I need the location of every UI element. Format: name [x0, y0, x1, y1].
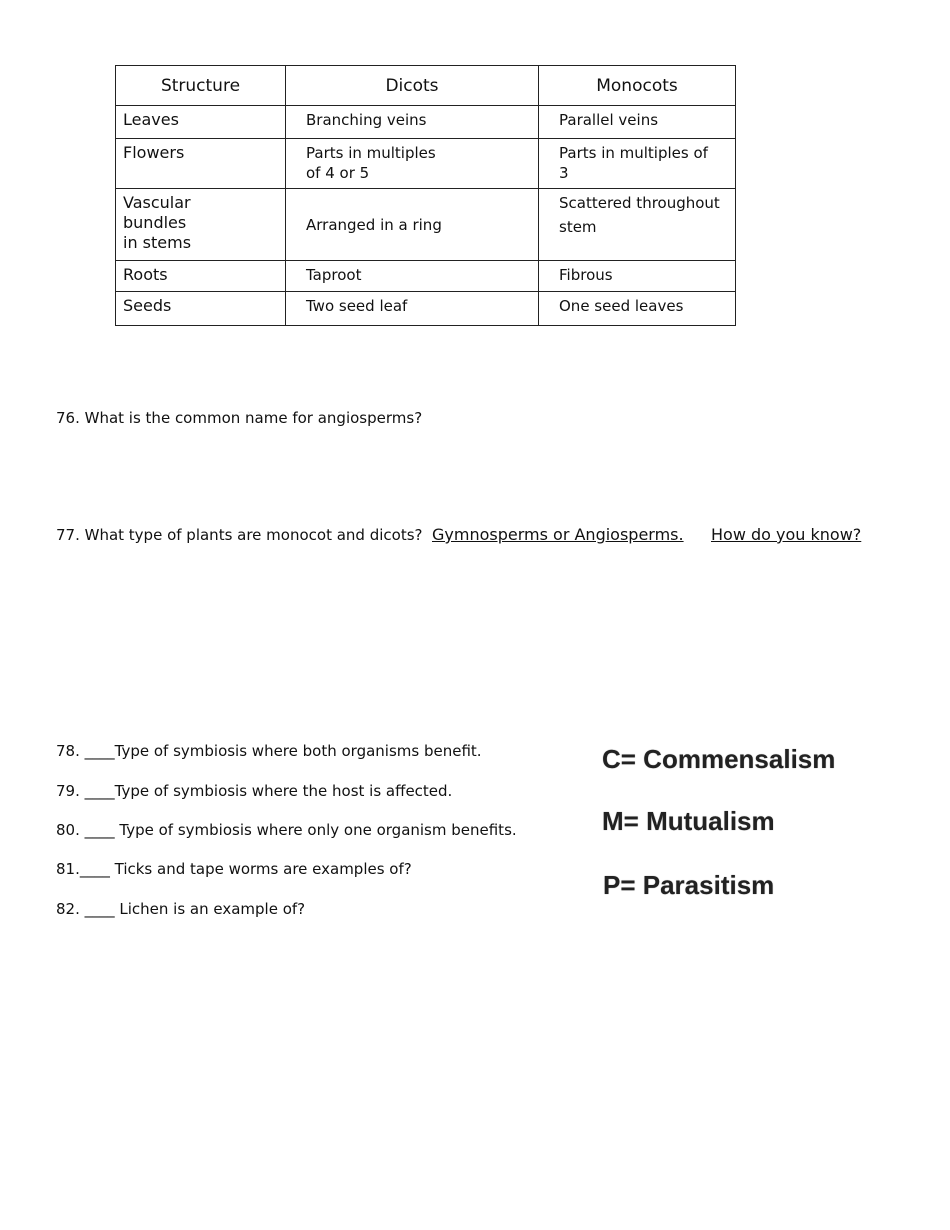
- cell-structure: Leaves: [116, 106, 286, 139]
- cell-dicots: Two seed leaf: [286, 292, 539, 326]
- cell-structure: Roots: [116, 261, 286, 292]
- cell-monocots: One seed leaves: [539, 292, 736, 326]
- dicot-monocot-comparison-table: [115, 65, 736, 326]
- legend-commensalism: C= Commensalism: [602, 744, 836, 774]
- table-row: [116, 189, 736, 261]
- question-77: 77. What type of plants are monocot and dicots?: [56, 526, 423, 544]
- table-header-row: [116, 66, 736, 106]
- question-79: 79. ____Type of symbiosis where the host is affected.: [56, 782, 453, 800]
- header-monocots: Monocots: [539, 66, 736, 106]
- cell-monocots: Parts in multiples of 3: [539, 139, 736, 189]
- cell-structure: Vascular bundles in stems: [116, 189, 286, 261]
- cell-dicots: Arranged in a ring: [286, 189, 539, 261]
- cell-dicots: Parts in multiples of 4 or 5: [286, 139, 539, 189]
- question-80: 80. ____ Type of symbiosis where only one organism benefits.: [56, 821, 517, 839]
- question-82: 82. ____ Lichen is an example of?: [56, 900, 306, 918]
- table-row: [116, 292, 736, 326]
- table-row: [116, 106, 736, 139]
- table-row: [116, 139, 736, 189]
- question-78: 78. ____Type of symbiosis where both organisms benefit.: [56, 742, 482, 760]
- cell-dicots: Branching veins: [286, 106, 539, 139]
- header-dicots: Dicots: [286, 66, 539, 106]
- question-76: 76. What is the common name for angiosperms?: [56, 409, 423, 427]
- cell-monocots: Scattered throughout stem: [539, 189, 736, 261]
- cell-monocots: Fibrous: [539, 261, 736, 292]
- question-77-choice: Gymnosperms or Angiosperms.: [432, 525, 684, 544]
- cell-structure: Seeds: [116, 292, 286, 326]
- legend-parasitism: P= Parasitism: [603, 870, 775, 900]
- header-structure: Structure: [116, 66, 286, 106]
- question-77-followup: How do you know?: [711, 525, 862, 544]
- question-81: 81.____ Ticks and tape worms are examples of?: [56, 860, 412, 878]
- cell-structure: Flowers: [116, 139, 286, 189]
- legend-mutualism: M= Mutualism: [602, 806, 775, 836]
- table-row: [116, 261, 736, 292]
- cell-dicots: Taproot: [286, 261, 539, 292]
- cell-monocots: Parallel veins: [539, 106, 736, 139]
